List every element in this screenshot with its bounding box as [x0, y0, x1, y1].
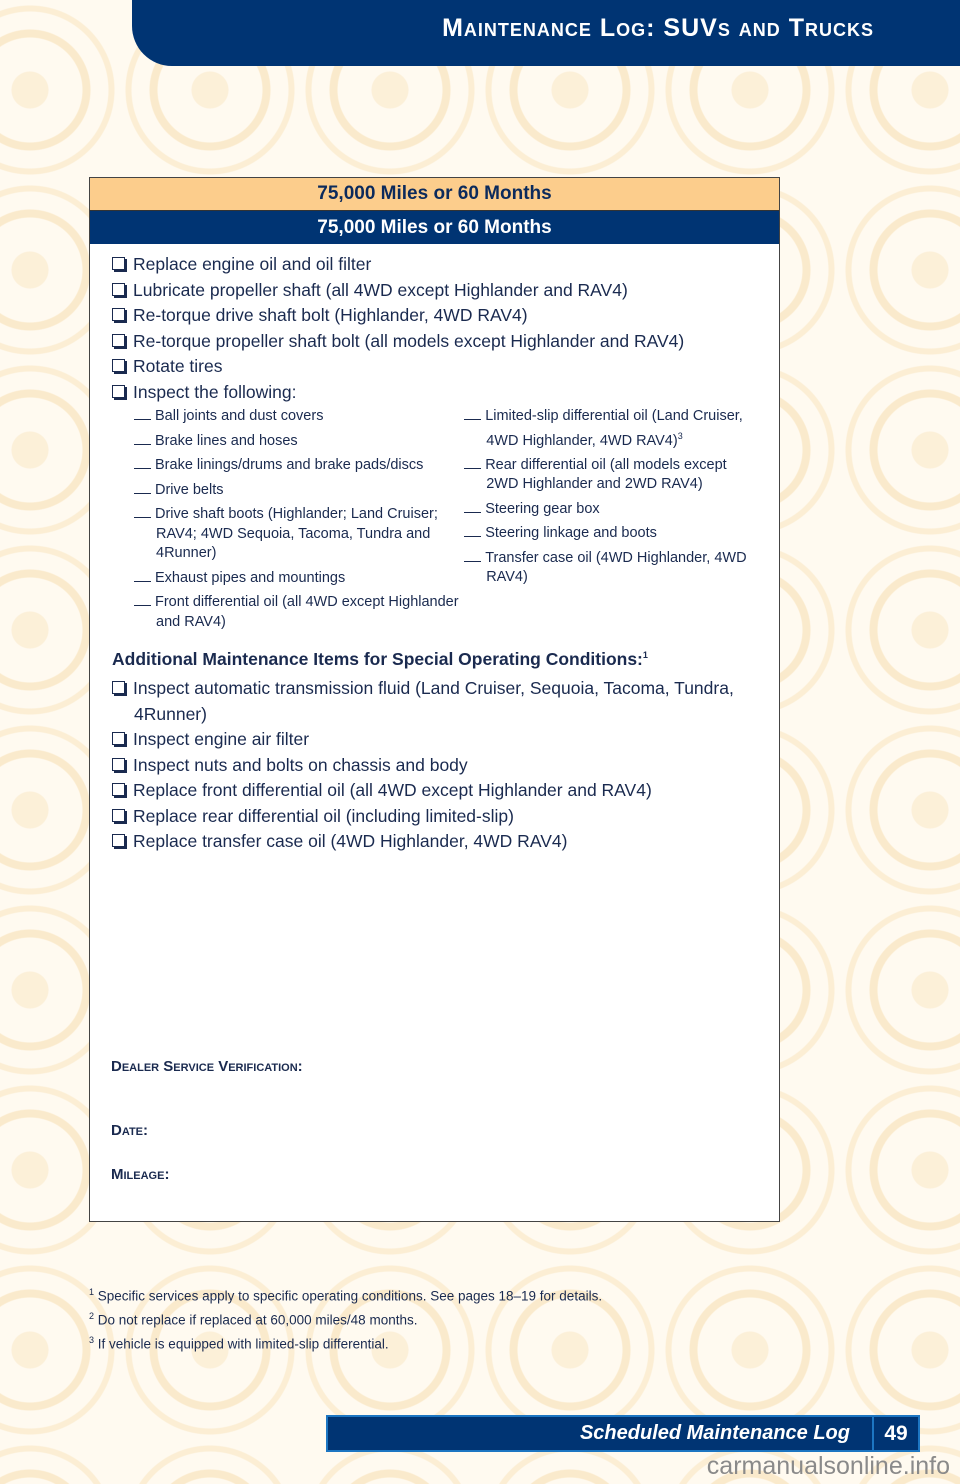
- maintenance-log-box: [89, 177, 780, 1222]
- footnote-3: $^3$ If vehicle is equipped with limited-slip differential.: [89, 1335, 389, 1352]
- item-text: Steering gear box: [485, 500, 600, 517]
- item-text: Inspect automatic transmission fluid (Land Cruiser, Sequoia, Tacoma, Tundra, 4Runner): [133, 678, 734, 724]
- page-footer: [326, 1415, 920, 1452]
- inspect-item: [134, 456, 464, 476]
- item-text: Exhaust pipes and mountings: [155, 569, 346, 586]
- item-text: Replace rear differential oil (including limited-slip): [133, 805, 514, 826]
- inspect-item: [464, 500, 759, 520]
- date-label: Date:: [111, 1122, 149, 1139]
- item-text: Inspect nuts and bolts on chassis and body: [133, 754, 468, 775]
- blank-line: [134, 517, 151, 518]
- watermark: carmanualsonline.info: [706, 1452, 950, 1480]
- item-text: Replace front differential oil (all 4WD except Highlander and RAV4): [133, 780, 652, 800]
- checklist-item: [112, 380, 759, 406]
- checklist-item: [112, 252, 759, 278]
- additional-item: [112, 727, 759, 753]
- checklist-item: [112, 303, 759, 329]
- checkbox[interactable]: [112, 732, 125, 745]
- inspect-item: [134, 432, 464, 452]
- item-text: Drive shaft boots (Highlander; Land Cruiser; RAV4; 4WD Sequoia, Tacoma, Tundra and 4Runner): [155, 506, 438, 561]
- blank-line: [464, 468, 481, 469]
- item-text: Rotate tires: [133, 356, 223, 376]
- inspect-item: [134, 407, 464, 427]
- checklist-item: [112, 354, 759, 380]
- blank-line: [134, 419, 151, 420]
- dealer-verification-label: Dealer Service Verification:: [111, 1058, 303, 1075]
- checkbox[interactable]: [112, 308, 125, 321]
- inspect-item: [134, 505, 464, 564]
- footer-section-title: Scheduled Maintenance Log: [579, 1422, 850, 1444]
- checkbox[interactable]: [112, 809, 125, 822]
- interval-header-light: 75,000 Miles or 60 Months: [90, 178, 779, 211]
- blank-line: [464, 561, 481, 562]
- checkbox[interactable]: [112, 758, 125, 771]
- item-text: Ball joints and dust covers: [155, 408, 324, 424]
- item-text: Front differential oil (all 4WD except Highlander and RAV4): [155, 594, 459, 630]
- blank-line: [134, 468, 151, 469]
- checklist-item: [112, 329, 759, 355]
- additional-item: [112, 676, 759, 727]
- interval-header-dark: 75,000 Miles or 60 Months: [90, 211, 779, 244]
- item-text: Brake linings/drums and brake pads/discs: [155, 457, 424, 473]
- additional-item: [112, 778, 759, 804]
- checkbox[interactable]: [112, 334, 125, 347]
- blank-line: [134, 493, 151, 494]
- page-header-bar: [132, 0, 960, 66]
- checkbox[interactable]: [112, 359, 125, 372]
- item-text: Rear differential oil (all models except 2WD Highlander and 2WD RAV4): [485, 456, 727, 493]
- blank-line: [134, 581, 151, 582]
- inspect-list-right: [464, 407, 759, 637]
- checkbox[interactable]: [112, 385, 125, 398]
- additional-item: [112, 753, 759, 779]
- checkbox[interactable]: [112, 257, 125, 270]
- inspect-item: [464, 549, 759, 588]
- blank-line: [134, 605, 151, 606]
- inspect-item: [464, 524, 759, 544]
- item-text: Inspect engine air filter: [133, 729, 310, 749]
- footnote-ref: 3: [677, 430, 683, 441]
- item-text: Steering linkage and boots: [485, 525, 657, 542]
- item-text: Replace engine oil and oil filter: [133, 254, 372, 274]
- item-text: Replace transfer case oil (4WD Highlander, 4WD RAV4): [133, 831, 568, 851]
- inspect-item: [464, 456, 759, 495]
- inspect-item: [134, 481, 464, 501]
- page-number: 49: [872, 1417, 918, 1450]
- inspect-item: [134, 569, 464, 589]
- item-text: Brake lines and hoses: [155, 432, 298, 449]
- footnote-2: $^2$ Do not replace if replaced at 60,000 miles/48 months.: [89, 1311, 418, 1328]
- item-text: Inspect the following:: [133, 381, 297, 402]
- inspect-item: [134, 593, 464, 632]
- item-text: Drive belts: [155, 481, 224, 498]
- item-text: Limited-slip differential oil (Land Cruiser, 4WD Highlander, 4WD RAV4): [485, 408, 743, 449]
- item-text: Transfer case oil (4WD Highlander, 4WD RAV4): [485, 549, 747, 586]
- checkbox[interactable]: [112, 834, 125, 847]
- additional-item: [112, 829, 759, 855]
- checkbox[interactable]: [112, 283, 125, 296]
- additional-items-title: Additional Maintenance Items for Special Operating Conditions:$^1$: [112, 649, 648, 669]
- blank-line: [464, 512, 481, 513]
- item-text: Re-torque propeller shaft bolt (all models except Highlander and RAV4): [133, 330, 685, 351]
- blank-line: [464, 536, 481, 537]
- blank-line: [134, 444, 151, 445]
- additional-item: [112, 804, 759, 830]
- mileage-label: Mileage:: [111, 1166, 170, 1183]
- inspect-item: [464, 407, 759, 451]
- checklist-item: [112, 278, 759, 304]
- checkbox[interactable]: [112, 783, 125, 796]
- blank-line: [464, 419, 481, 420]
- page-title: Maintenance Log: SUVs and Trucks: [442, 14, 874, 42]
- checkbox[interactable]: [112, 681, 125, 694]
- footnote-1: $^1$ Specific services apply to specific operating conditions. See pages 18–19 for details.: [89, 1287, 603, 1304]
- item-text: Re-torque drive shaft bolt (Highlander, 4WD RAV4): [133, 305, 528, 325]
- inspect-list-left: [112, 407, 464, 637]
- item-text: Lubricate propeller shaft (all 4WD except Highlander and RAV4): [133, 279, 628, 300]
